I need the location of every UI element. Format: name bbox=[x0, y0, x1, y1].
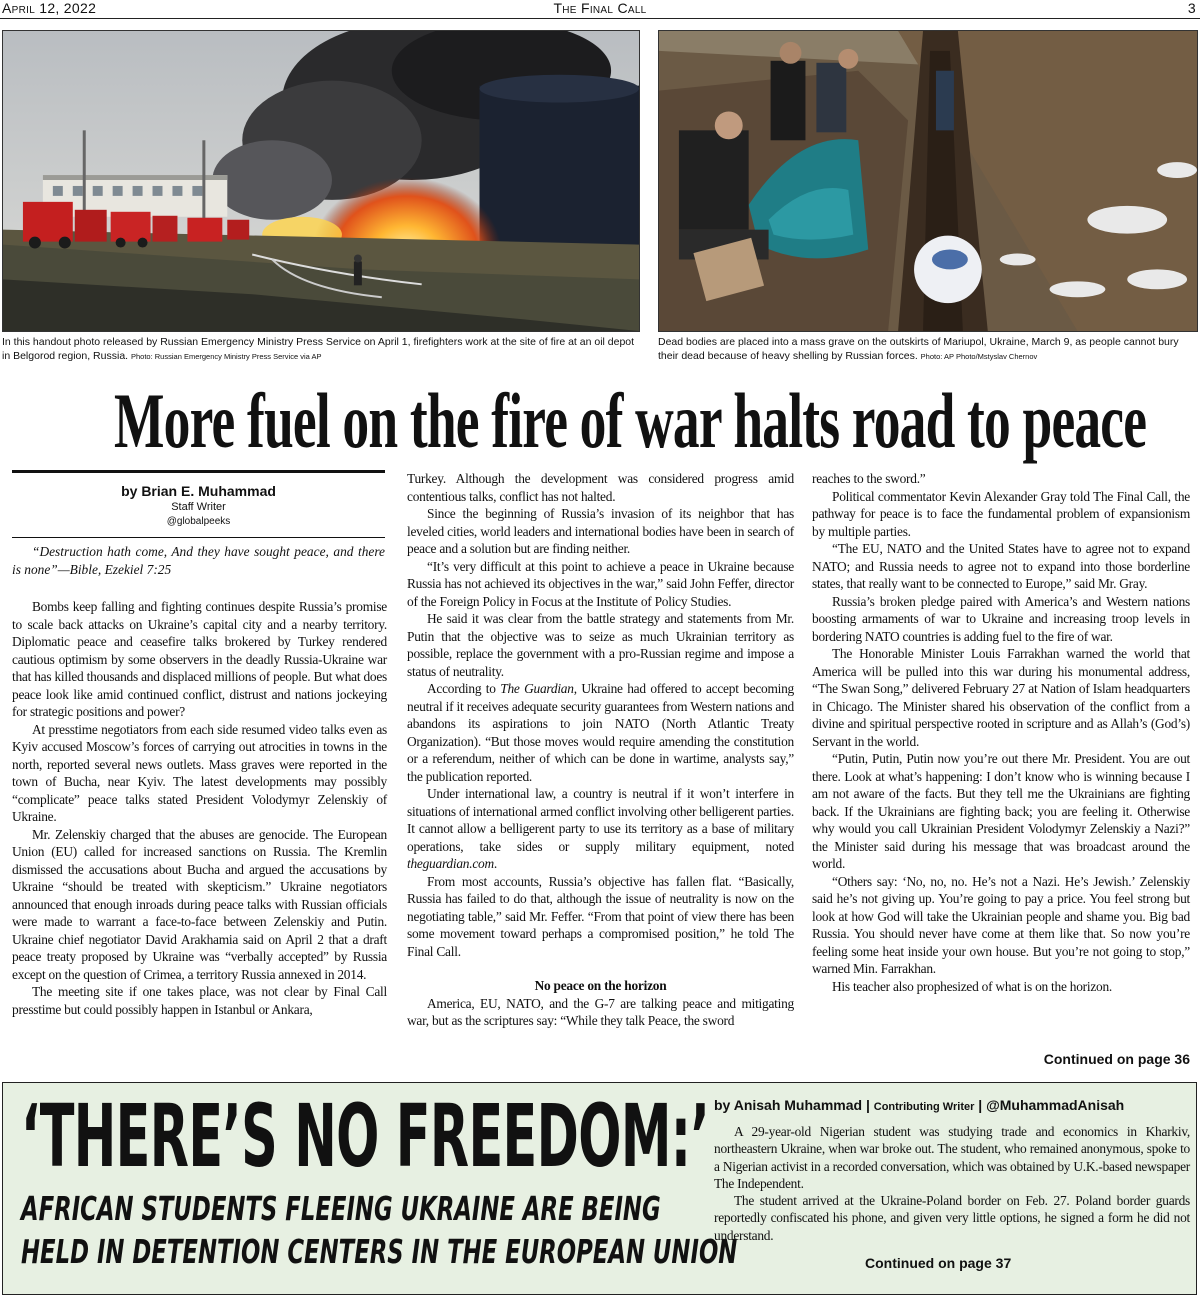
teaser-subhead-line: HELD IN DETENTION CENTERS IN THE EUROPEAN UNION bbox=[21, 1232, 738, 1271]
paragraph: America, EU, NATO, and the G-7 are talking peace and mitigating war, but as the scriptures say: “While they talk Peace, the sword bbox=[407, 995, 794, 1028]
teaser-story-box bbox=[2, 1082, 1197, 1295]
paragraph: Political commentator Kevin Alexander Gray told The Final Call, the pathway for peace is to face the fundamental problem of expansionism by multiple parties. bbox=[812, 488, 1190, 539]
running-head bbox=[0, 0, 1200, 19]
article-column-2 bbox=[407, 470, 794, 1030]
teaser-continued-link[interactable]: Continued on page 37 bbox=[865, 1255, 1012, 1271]
publication-name: The Final Call bbox=[553, 0, 647, 16]
teaser-author-handle: @MuhammadAnisah bbox=[986, 1097, 1125, 1113]
paragraph: Bombs keep falling and fighting continues despite Russia’s promise to scale back attacks on Ukraine’s capital city and a nearby territory. Diplomatic peace and ceasefire talks brokered by Turkey rendered cautious optimism by some observers in the deadly Russia-Ukraine war that has killed thousands and displaced millions of people. But what does peace look like amid continued conflict, distrust and nations jockeying for strategic positions and power? bbox=[12, 599, 387, 719]
section-subhead: No peace on the horizon bbox=[534, 978, 667, 993]
paragraph: reaches to the sword.” bbox=[812, 471, 926, 486]
text: According to bbox=[427, 681, 501, 696]
byline bbox=[12, 470, 385, 538]
byline-author: by Brian E. Muhammad bbox=[121, 483, 276, 499]
caption-text: Dead bodies are placed into a mass grave on the outskirts of Mariupol, Ukraine, March 9, as people cannot bury their dead because of heavy shelling by Russian forces. bbox=[658, 336, 1179, 362]
paragraph: “The EU, NATO and the United States have to agree not to expand NATO; and Russia needs to agree not to expand into those borderline states, that really want to be connected to Europe,” said Mr. Gray. bbox=[812, 541, 1190, 591]
paragraph: Mr. Zelenskiy charged that the abuses are genocide. The European Union (EU) called for increased sanctions on Russia. The Kremlin dismissed the accusations about Bucha and argued the accusations by Ukraine “should be treated with skepticism.” Ukraine negotiators announced that enough inroads during peace talks with Russian officials were made to warrant a face-to-face between Zelenskiy and Putin. Ukraine chief negotiator David Arakhamia said on April 2 that a draft peace treaty proposed by Ukraine was “verbally accepted” by Russia except on the question of Crimea, a territory Russia annexed in 2014. bbox=[12, 826, 387, 982]
photo-credit: Photo: Russian Emergency Ministry Press Service via AP bbox=[131, 352, 322, 361]
photo-credit: Photo: AP Photo/Mstyslav Chernov bbox=[920, 352, 1038, 361]
oil-depot-fire-photo bbox=[2, 30, 640, 332]
article-column-1 bbox=[12, 598, 387, 1018]
issue-date: April 12, 2022 bbox=[2, 0, 97, 16]
byline-separator: | bbox=[978, 1097, 983, 1113]
page-number: 3 bbox=[1187, 0, 1196, 16]
mass-grave-photo bbox=[658, 30, 1198, 332]
teaser-body bbox=[714, 1123, 1190, 1244]
paragraph: “It’s very difficult at this point to achieve a peace in Ukraine because Russia has not achieved its objectives in the war,” said John Feffer, director of the Foreign Policy in Focus at the Institute of Policy Studies. bbox=[407, 558, 794, 609]
text: . bbox=[493, 856, 497, 871]
paragraph: A 29-year-old Nigerian student was studying trade and economics in Kharkiv, northeastern Ukraine, when war broke out. The student, who remained anonymous, spoke to a Nigerian activist in a recorded conversation, which was obtained by U.K.-based newspaper The Independent. bbox=[714, 1124, 1190, 1191]
paragraph: His teacher also prophesized of what is on the horizon. bbox=[832, 978, 1113, 994]
photo-caption-1 bbox=[2, 335, 642, 364]
paragraph bbox=[407, 680, 794, 785]
paragraph: At presstime negotiators from each side resumed video talks even as Kyiv accused Moscow’s forces of carrying out atrocities in towns in the north, reported several news outlets. Mass graves were reported in the town of Bucha, near Kyiv. The latest developments may possibly “complicate” peace talks stated President Volodymyr Zelenskiy of Ukraine. bbox=[12, 721, 387, 824]
photo-caption-2 bbox=[658, 335, 1198, 364]
teaser-author-role: Contributing Writer bbox=[873, 1101, 975, 1113]
paragraph bbox=[407, 785, 794, 873]
continued-on-link[interactable]: Continued on page 36 bbox=[1043, 1051, 1190, 1067]
paragraph: The student arrived at the Ukraine-Poland border on Feb. 27. Poland border guards reportedly confiscated his phone, and given very little options, he signed a form he did not understand. bbox=[714, 1193, 1190, 1243]
teaser-headline: ‘THERE’S NO FREEDOM:’ bbox=[21, 1087, 710, 1187]
paragraph: “Putin, Putin, Putin now you’re out there Mr. President. You are out there. Look at what’s happening: I don’t know who is winning because I am not aware of the facts. But they tell me the Ukrainians are fighting back. If the Ukrainians are fighting back; you are feeling it. Otherwise why would you call Ukrainian President Volodymyr Zelenskiy a Nazi?” the Minister said during his message that was broadcast around the world. bbox=[812, 751, 1190, 871]
teaser-subhead-line: AFRICAN STUDENTS FLEEING UKRAINE ARE BEING bbox=[21, 1189, 661, 1228]
teaser-byline bbox=[714, 1097, 1124, 1113]
byline-role: Staff Writer bbox=[171, 501, 226, 513]
paragraph: “Others say: ‘No, no, no. He’s not a Nazi. He’s Jewish.’ Zelenskiy said he’s not giving up. You’re going to pay a price. You feel strong but look at how God will take the Ukrainian people and shame you. Big bad Russia. You should never have come at them like that. So now you’re feeling some heat inside your own house. But you’re not going to stop,” warned Min. Farrakhan. bbox=[812, 873, 1190, 976]
paragraph: Turkey. Although the development was considered progress amid contentious talks, conflict has not halted. bbox=[407, 471, 794, 504]
article-column-3 bbox=[812, 470, 1190, 995]
text: , Ukraine had offered to accept becoming neutral if it receives adequate security guarantees from Western nations and abandons its aspirations to join NATO (North Atlantic Treaty Organization). “But those moves would require amending the constitution or a referendum, neither of which can be done in wartime, analysts say,” the publication reported. bbox=[407, 681, 795, 784]
text: Under international law, a country is neutral if it won’t interfere in situations of international armed conflict involving other belligerent parties. It cannot allow a belligerent party to use its territory as a base of military operations, take sides or supply military equipment, noted bbox=[407, 786, 794, 854]
paragraph: Since the beginning of Russia’s invasion of its neighbor that has leveled cities, world leaders and international bodies have been in search of peace and a solution but are finding neither. bbox=[407, 506, 794, 556]
paragraph: The Honorable Minister Louis Farrakhan warned the world that America will be pulled into this war during his monumental address, “The Swan Song,” delivered February 27 at Nation of Islam headquarters in Chicago. The Minister shared his observation of the conflict from a divine and spiritual perspective rooted in scripture and as Allah’s (God’s) Servant in the world. bbox=[812, 646, 1190, 749]
source-name: The Guardian bbox=[500, 681, 574, 696]
teaser-author: by Anisah Muhammad bbox=[714, 1097, 863, 1113]
teaser-subhead bbox=[21, 1187, 738, 1273]
byline-separator: | bbox=[865, 1097, 870, 1113]
article-headline: More fuel on the fire of war halts road to peace bbox=[114, 378, 1147, 465]
paragraph: Russia’s broken pledge paired with America’s and Western nations boosting armaments of war to Ukraine and increasing troop levels in bordering NATO countries is adding fuel to the fire of war. bbox=[812, 593, 1190, 644]
epigraph: “Destruction hath come, And they have sought peace, and there is none”—Bible, Ezekiel 7:25 bbox=[12, 544, 385, 577]
source-name: theguardian.com bbox=[407, 856, 494, 871]
paragraph: From most accounts, Russia’s objective has fallen flat. “Basically, Russia has failed to do that, although the issue of neutrality is now on the negotiating table,” said Mr. Feffer. “From that point of view there has been some movement toward perhaps a compromised position,” he told The Final Call. bbox=[407, 873, 794, 959]
caption-text: In this handout photo released by Russian Emergency Ministry Press Service on April 1, firefighters work at the site of fire at an oil depot in Belgorod region, Russia. bbox=[2, 336, 635, 362]
paragraph: He said it was clear from the battle strategy and statements from Mr. Putin that the objective was to seize as much Ukrainian territory as possible, replace the government with a pro-Russian regime and impose a status of neutrality. bbox=[407, 611, 794, 679]
byline-handle: @globalpeeks bbox=[166, 516, 231, 527]
paragraph: The meeting site if one takes place, was not clear by Final Call presstime but could possibly happen in Istanbul or Ankara, bbox=[12, 984, 387, 1017]
